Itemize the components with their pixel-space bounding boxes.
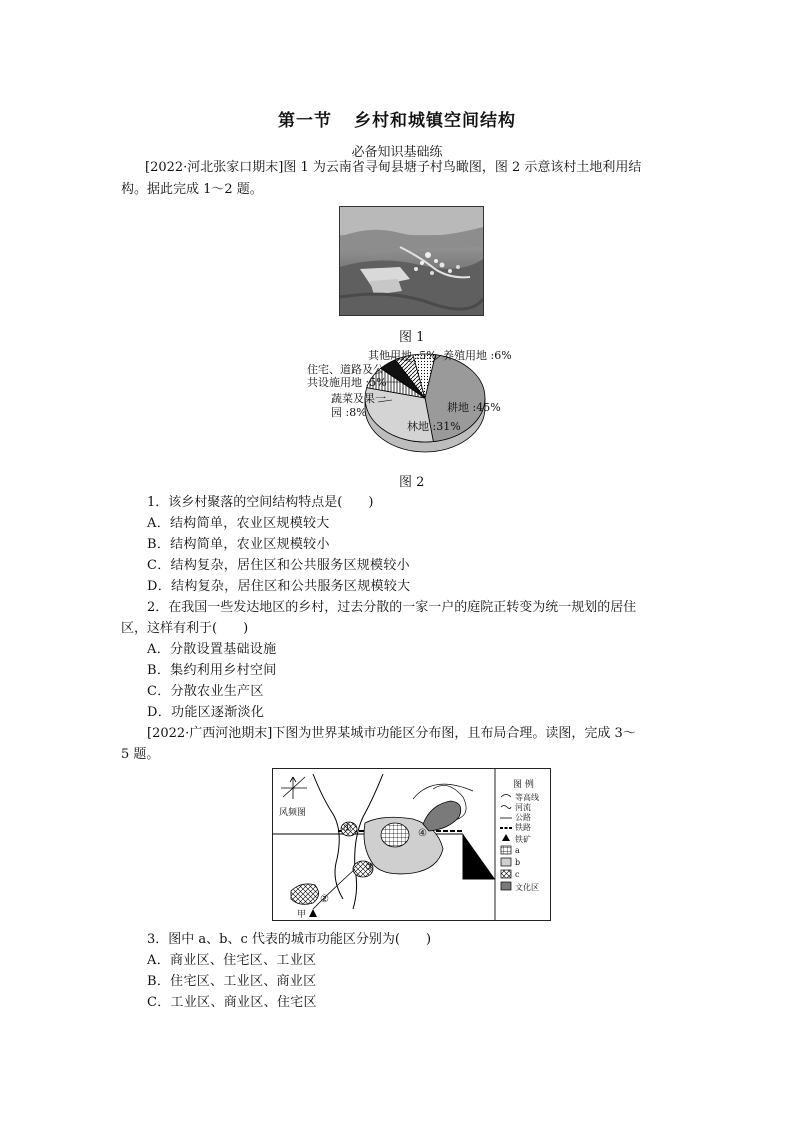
- pie-label-farmland: 耕地 :45%: [447, 401, 501, 414]
- q3-option-b[interactable]: B．住宅区、工业区、商业区: [147, 974, 317, 989]
- q1-option-b[interactable]: B．结构简单，农业区规模较小: [147, 537, 330, 552]
- title-section: 第一节: [278, 111, 332, 131]
- map-marker-3: ③: [365, 862, 374, 873]
- pie-label-housing-line2: 共设施用地 :5%: [307, 376, 387, 389]
- figure1-caption: 图 1: [399, 330, 425, 345]
- map-marker-2: ②: [320, 894, 329, 905]
- city-function-map: [272, 768, 551, 921]
- legend-title: 图 例: [513, 780, 534, 790]
- page-title: [0, 106, 794, 131]
- q3-stem: 3．图中 a、b、c 代表的城市功能区分别为( ): [147, 932, 432, 947]
- q1-option-c[interactable]: C．结构复杂，居住区和公共服务区规模较小: [147, 558, 410, 573]
- map-wind-label: 风频图: [279, 808, 307, 818]
- legend-highway: 公路: [515, 813, 531, 822]
- pie-label-housing-line1: 住宅、道路及公: [307, 363, 384, 376]
- legend-culture: 文化区: [515, 883, 539, 892]
- pie-label-other: 其他用地 :5%: [368, 349, 437, 362]
- map-marker-4: ④: [418, 828, 427, 839]
- legend-river: 河流: [515, 803, 531, 812]
- pie-label-veg-line2: 园 :8%: [331, 406, 367, 419]
- q3-option-c[interactable]: C．工业区、商业区、住宅区: [147, 995, 317, 1010]
- pie-label-forest: 林地 :31%: [407, 420, 461, 433]
- map-place-jia: 甲: [297, 910, 307, 920]
- legend-iron-mine: 铁矿: [515, 835, 531, 844]
- legend-b: b: [515, 858, 521, 867]
- map-marker-1: ①: [343, 823, 352, 834]
- q1-stem: 1．该乡村聚落的空间结构特点是( ): [147, 495, 374, 510]
- legend-c: c: [515, 870, 520, 879]
- legend-railway: 铁路: [515, 823, 531, 832]
- q1-option-d[interactable]: D．结构复杂，居住区和公共服务区规模较大: [147, 579, 411, 594]
- q2-stem-line1: 2．在我国一些发达地区的乡村，过去分散的一家一户的庭院正转变为统一规划的居住: [147, 600, 637, 615]
- q1-option-a[interactable]: A．结构简单，农业区规模较大: [147, 516, 330, 531]
- page-subtitle: 必备知识基础练: [351, 145, 443, 160]
- figure2-caption: 图 2: [399, 475, 425, 490]
- pie-label-breeding: 养殖用地 :6%: [443, 349, 512, 362]
- aerial-photo: [339, 206, 484, 316]
- intro1-line2: 构。据此完成 1～2 题。: [121, 182, 263, 197]
- intro1-line1: [2022·河北张家口期末]图 1 为云南省寻甸县塘子村鸟瞰图，图 2 示意该村土地利用结: [145, 160, 642, 175]
- title-topic: 乡村和城镇空间结构: [354, 111, 516, 131]
- q2-option-c[interactable]: C．分散农业生产区: [147, 684, 264, 699]
- q2-option-a[interactable]: A．分散设置基础设施: [147, 642, 277, 657]
- q3-option-a[interactable]: A．商业区、住宅区、工业区: [147, 953, 317, 968]
- q2-option-b[interactable]: B．集约利用乡村空间: [147, 663, 277, 678]
- wind-rose: [281, 777, 307, 799]
- q2-option-d[interactable]: D．功能区逐渐淡化: [147, 705, 265, 720]
- intro2-line2: 5 题。: [121, 747, 160, 762]
- pie-label-veg-line1: 蔬菜及果一: [331, 392, 386, 405]
- legend-a: a: [515, 846, 520, 855]
- intro2-line1: [2022·广西河池期末]下图为世界某城市功能区分布图，且布局合理。读图，完成 3～: [147, 726, 636, 741]
- legend-contour: 等高线: [515, 793, 539, 802]
- q2-stem-line2: 区，这样有利于( ): [121, 621, 249, 636]
